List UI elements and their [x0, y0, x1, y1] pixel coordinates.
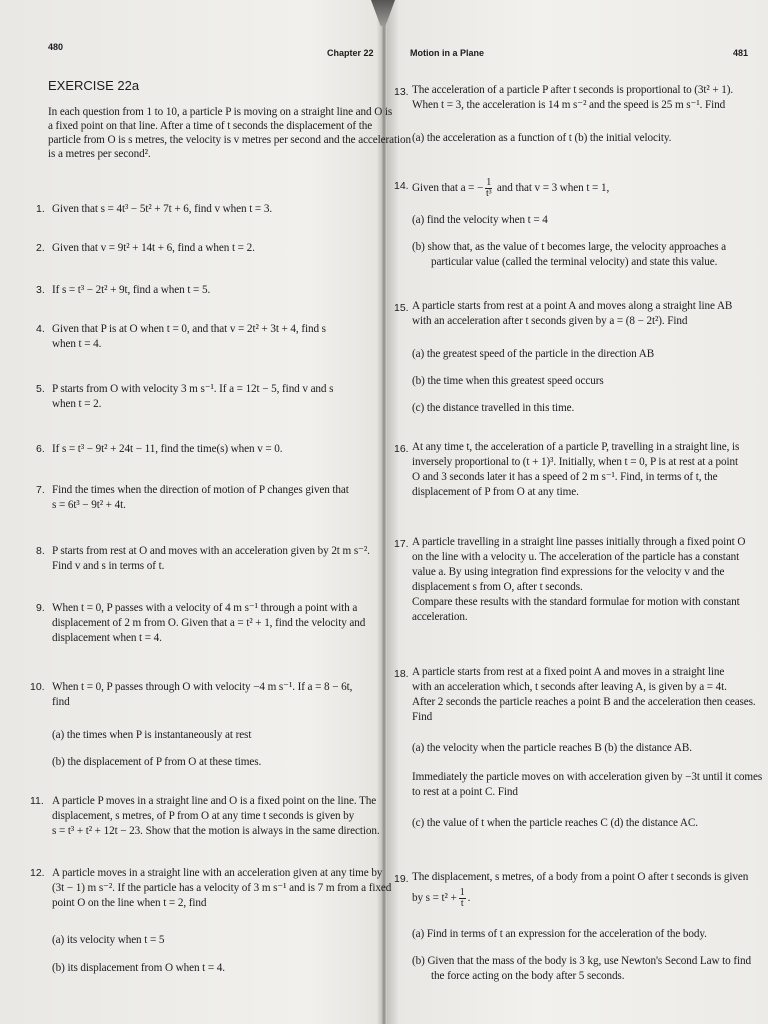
question-number: 2. [36, 242, 45, 254]
question-part: (a) Find in terms of t an expression for the acceleration of the body. [412, 928, 707, 940]
fraction-numerator: 1 [459, 887, 465, 898]
question-number: 18. [394, 668, 409, 680]
fraction [485, 178, 492, 199]
fraction [459, 888, 466, 909]
question-part: (b) the time when this greatest speed occurs [412, 375, 604, 387]
question-text: The acceleration of a particle P after t seconds is proportional to (3t² + 1). [412, 84, 734, 96]
question-text: to rest at a point C. Find [412, 786, 518, 798]
question-text: Given that s = 4t³ − 5t² + 7t + 6, find v when t = 3. [52, 203, 273, 215]
question-text: When t = 0, P passes through O with velocity −4 m s⁻¹. If a = 8 − 6t, [52, 681, 353, 693]
question-text [412, 178, 609, 199]
question-number: 7. [36, 484, 45, 496]
question-text: Immediately the particle moves on with acceleration given by −3t until it comes [412, 771, 763, 783]
question-text: O and 3 seconds later it has a speed of 2 m s⁻¹. Find, in terms of t, the [412, 471, 718, 483]
right-page [388, 0, 768, 1024]
question-part: (a) find the velocity when t = 4 [412, 214, 548, 226]
question-text: Given that v = 9t² + 14t + 6, find a when t = 2. [52, 242, 255, 254]
question-number: 5. [36, 383, 45, 395]
page-number: 481 [733, 48, 749, 58]
question-text: After 2 seconds the particle reaches a point B and the acceleration then ceases. [412, 696, 756, 708]
question-number: 9. [36, 602, 45, 614]
question-text: When t = 3, the acceleration is 14 m s⁻² and the speed is 25 m s⁻¹. Find [412, 99, 726, 111]
question-text: If s = t³ − 2t² + 9t, find a when t = 5. [52, 284, 211, 296]
intro-line: a fixed point on that line. After a time of t seconds the displacement of the [48, 120, 373, 132]
question-part: particular value (called the terminal velocity) and state this value. [431, 256, 718, 268]
question-part: (a) the acceleration as a function of t (b) the initial velocity. [412, 132, 672, 144]
fraction-denominator: t³ [485, 188, 492, 199]
question-part: (a) the greatest speed of the particle in the direction AB [412, 348, 655, 360]
question-text: Find v and s in terms of t. [52, 560, 165, 572]
equation-lead: by s = t² + [412, 892, 457, 905]
question-text: A particle starts from rest at a point A and moves along a straight line AB [412, 300, 733, 312]
question-text: s = 6t³ − 9t² + 4t. [52, 499, 126, 511]
question-text [412, 888, 470, 909]
question-text: If s = t³ − 9t² + 24t − 11, find the time(s) when v = 0. [52, 443, 283, 455]
question-text: At any time t, the acceleration of a particle P, travelling in a straight line, is [412, 441, 740, 453]
question-text: A particle travelling in a straight line passes initially through a fixed point O [412, 536, 746, 548]
intro-line: particle from O is s metres, the velocity is v metres per second and the acceleration [48, 134, 412, 146]
question-text: displacement, s metres, of P from O at any time t seconds is given by [52, 810, 355, 822]
question-text: inversely proportional to (t + 1)³. Initially, when t = 0, P is at rest at a point [412, 456, 739, 468]
question-text: when t = 4. [52, 338, 102, 350]
question-text: Find [412, 711, 433, 723]
page-number: 480 [48, 42, 64, 52]
question-number: 3. [36, 284, 45, 296]
question-number: 13. [394, 86, 409, 98]
question-part: (a) its velocity when t = 5 [52, 934, 165, 946]
chapter-label: Chapter 22 [327, 48, 374, 58]
question-part: (b) Given that the mass of the body is 3 kg, use Newton's Second Law to find [412, 955, 751, 967]
question-text: The displacement, s metres, of a body from a point O after t seconds is given [412, 871, 749, 883]
question-text: A particle starts from rest at a fixed point A and moves in a straight line [412, 666, 725, 678]
question-text: find [52, 696, 70, 708]
question-number: 4. [36, 323, 45, 335]
question-number: 10. [30, 681, 45, 693]
fraction-numerator: 1 [486, 177, 492, 188]
question-part: (a) the velocity when the particle reaches B (b) the distance AB. [412, 742, 692, 754]
equation-lead: Given that a = − [412, 182, 484, 195]
question-text: A particle P moves in a straight line and O is a fixed point on the line. The [52, 795, 377, 807]
question-text: Given that P is at O when t = 0, and that v = 2t² + 3t + 4, find s [52, 323, 326, 335]
question-text: displacement s from O, after t seconds. [412, 581, 583, 593]
question-text: displacement of P from O at any time. [412, 486, 579, 498]
question-number: 17. [394, 538, 409, 550]
question-number: 19. [394, 873, 409, 885]
equation-tail: and that v = 3 when t = 1, [494, 182, 610, 195]
question-text: Find the times when the direction of motion of P changes given that [52, 484, 349, 496]
question-number: 8. [36, 545, 45, 557]
question-text: A particle moves in a straight line with an acceleration given at any time by [52, 867, 383, 879]
question-number: 11. [30, 795, 44, 807]
question-text: with an acceleration which, t seconds after leaving A, is given by a = 4t. [412, 681, 727, 693]
question-number: 6. [36, 443, 45, 455]
question-text: (3t − 1) m s⁻². If the particle has a velocity of 3 m s⁻¹ and is 7 m from a fixed [52, 882, 392, 894]
question-text: value a. By using integration find expressions for the velocity v and the [412, 566, 725, 578]
question-text: P starts from O with velocity 3 m s⁻¹. If a = 12t − 5, find v and s [52, 383, 334, 395]
question-text: acceleration. [412, 611, 468, 623]
question-part: (a) the times when P is instantaneously at rest [52, 729, 252, 741]
question-text: when t = 2. [52, 398, 102, 410]
question-number: 14. [394, 180, 409, 192]
exercise-title: EXERCISE 22a [48, 78, 140, 93]
question-text: When t = 0, P passes with a velocity of 4 m s⁻¹ through a point with a [52, 602, 358, 614]
question-part: (c) the value of t when the particle reaches C (d) the distance AC. [412, 817, 698, 829]
intro-line: In each question from 1 to 10, a particle P is moving on a straight line and O is [48, 106, 393, 118]
question-part: (b) the displacement of P from O at these times. [52, 756, 262, 768]
equation-tail: . [467, 892, 471, 905]
question-text: s = t³ + t² + 12t − 23. Show that the motion is always in the same direction. [52, 825, 380, 837]
fraction-denominator: t [460, 898, 464, 909]
question-number: 15. [394, 302, 409, 314]
question-text: on the line with a velocity u. The acceleration of the particle has a constant [412, 551, 740, 563]
question-text: displacement of 2 m from O. Given that a = t² + 1, find the velocity and [52, 617, 366, 629]
question-number: 12. [30, 867, 45, 879]
question-part: the force acting on the body after 5 seconds. [431, 970, 625, 982]
question-text: P starts from rest at O and moves with an acceleration given by 2t m s⁻². [52, 545, 370, 557]
question-number: 16. [394, 443, 409, 455]
question-text: displacement when t = 4. [52, 632, 162, 644]
running-title: Motion in a Plane [410, 48, 485, 58]
question-text: point O on the line when t = 2, find [52, 897, 207, 909]
question-part: (b) show that, as the value of t becomes large, the velocity approaches a [412, 241, 727, 253]
question-text: Compare these results with the standard formulae for motion with constant [412, 596, 740, 608]
question-text: with an acceleration after t seconds given by a = (8 − 2t²). Find [412, 315, 688, 327]
question-part: (c) the distance travelled in this time. [412, 402, 575, 414]
question-part: (b) its displacement from O when t = 4. [52, 962, 225, 974]
question-number: 1. [36, 203, 45, 215]
intro-line: is a metres per second². [48, 148, 151, 160]
